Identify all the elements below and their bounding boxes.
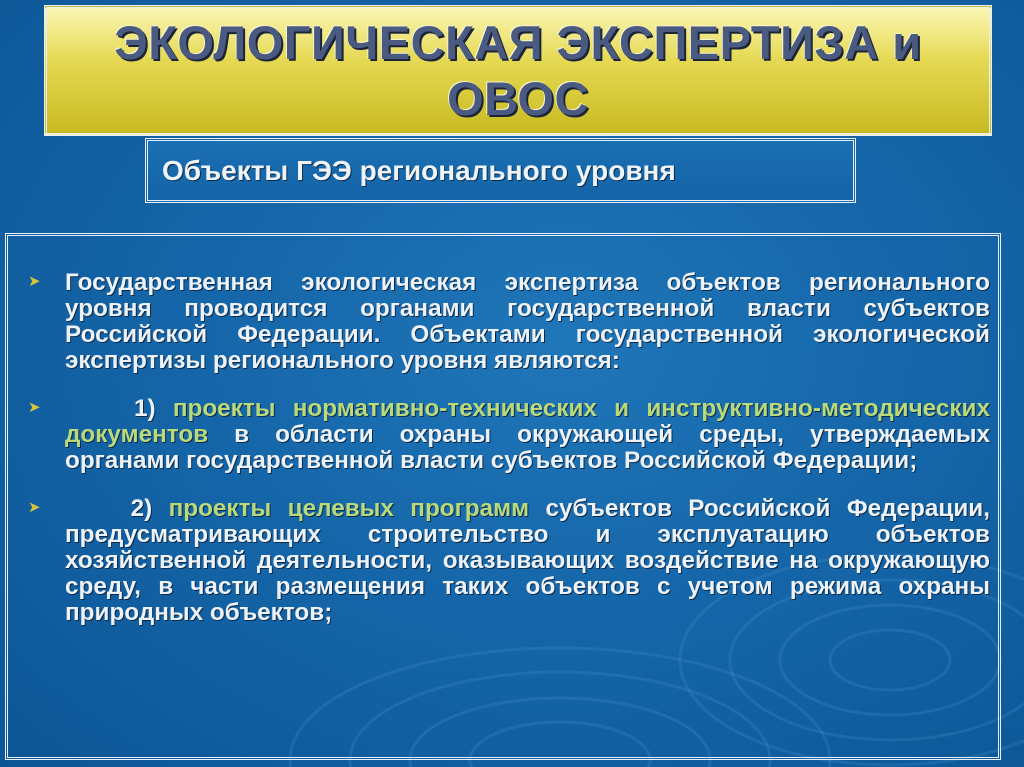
subtitle-banner [145, 138, 856, 203]
bullet-item-1 [28, 396, 990, 474]
item-rest-text: в области охраны окружающей среды, утверждаемых органами государственной власти субъектов Российской Федерации; [65, 421, 990, 474]
arrowhead-bullet-icon: ➤ [28, 399, 41, 416]
arrowhead-bullet-icon: ➤ [28, 499, 41, 516]
highlighted-phrase: проекты целевых программ [168, 495, 530, 522]
bullet-text [65, 496, 990, 626]
title-line-1: ЭКОЛОГИЧЕСКАЯ ЭКСПЕРТИЗА и [114, 16, 922, 70]
highlighted-phrase: проекты нормативно-технических и инструктивно-методических документов [65, 395, 990, 448]
bullet-text [65, 396, 990, 474]
bullet-text: Государственная экологическая экспертиза объектов регионального уровня проводится органами государственной власти субъектов Российской Федерации. Объектами государственной экологической экспертизы регионального уровня являются: [65, 269, 990, 374]
subtitle: Объекты ГЭЭ регионального уровня [162, 154, 676, 186]
arrowhead-bullet-icon: ➤ [28, 273, 41, 290]
bullet-item-2 [28, 496, 990, 626]
item-rest-text: субъектов Российской Федерации, предусматривающих строительство и эксплуатацию объектов хозяйственной деятельности, оказывающих воздействие на окружающую среду, в части размещения таких объектов с учетом режима охраны природных объектов; [65, 495, 990, 626]
item-number: 2) [130, 495, 153, 522]
content-panel [5, 233, 1001, 760]
bullet-item-intro [28, 270, 990, 374]
bullet-list [28, 270, 990, 648]
title-line-2: ОВОС [447, 71, 589, 125]
title-banner [44, 5, 992, 136]
item-number: 1) [133, 395, 156, 422]
page-title [114, 15, 921, 126]
